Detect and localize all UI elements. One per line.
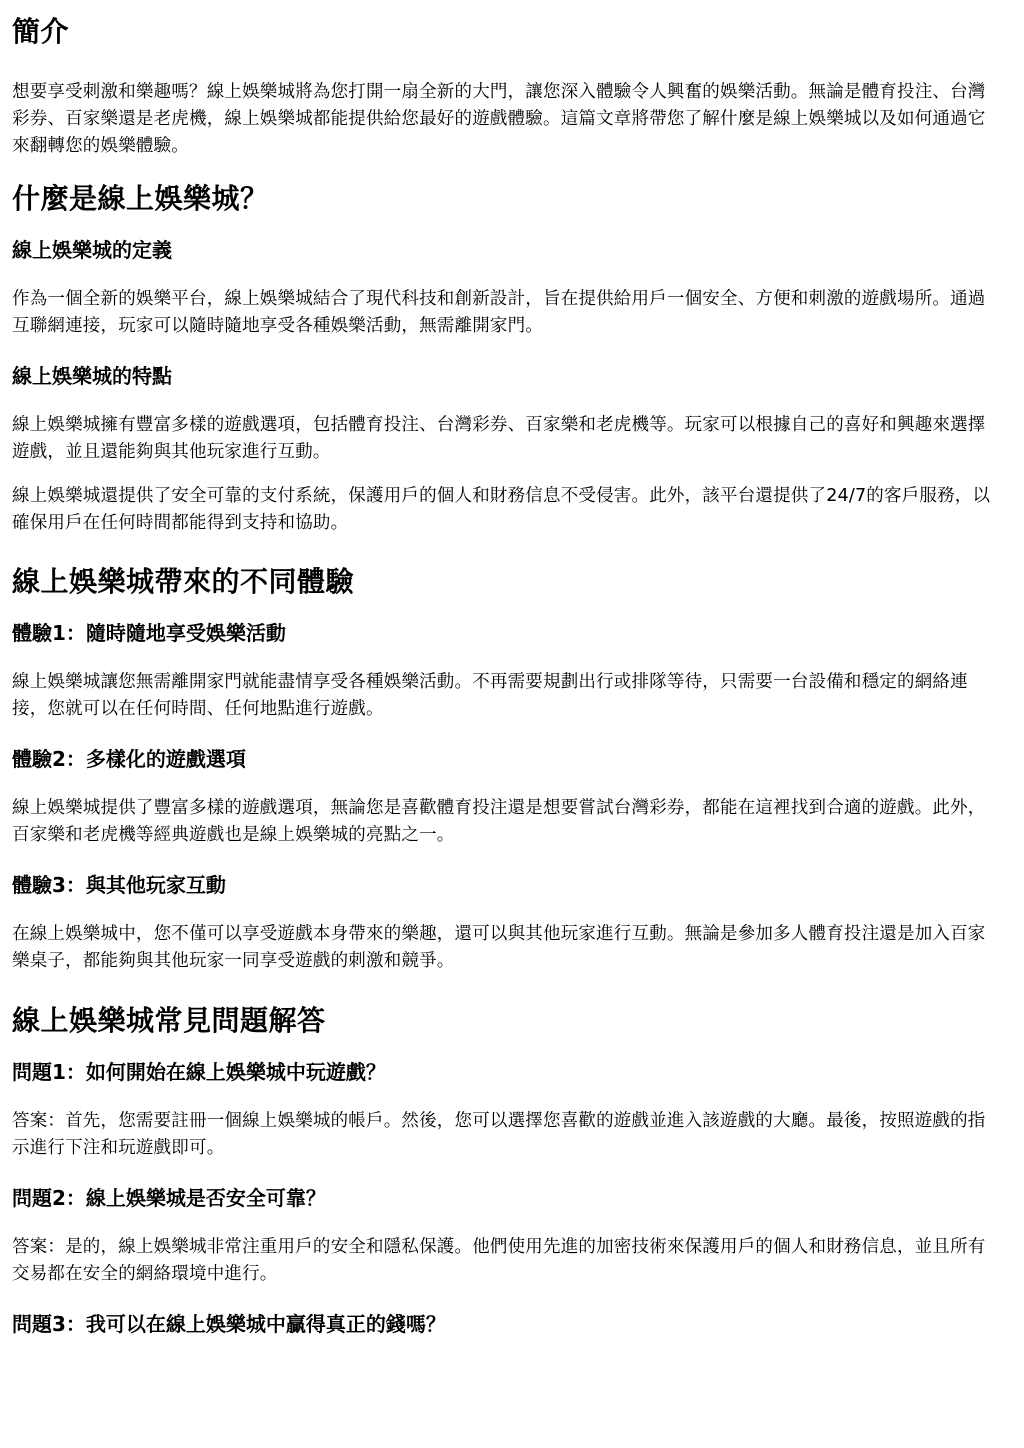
faq-answer-1: 答案：首先，您需要註冊一個線上娛樂城的帳戶。然後，您可以選擇您喜歡的遊戲並進入該遊戲的大廳。最後，按照遊戲的指示進行下注和玩遊戲即可。 bbox=[12, 1111, 986, 1158]
intro-paragraph: 想要享受刺激和樂趣嗎？線上娛樂城將為您打開一扇全新的大門，讓您深入體驗令人興奮的娛樂活動。無論是體育投注、台灣彩券、百家樂還是老虎機，線上娛樂城都能提供給您最好的遊戲體驗。這篇文章將帶您了解什麼是線上娛樂城以及如何通過它來翻轉您的娛樂體驗。 bbox=[12, 82, 986, 156]
intro-heading: 簡介 bbox=[12, 15, 70, 48]
faq-question-3: 問題3：我可以在線上娛樂城中贏得真正的錢嗎？ bbox=[12, 1312, 446, 1336]
section-faq-heading: 線上娛樂城常見問題解答 bbox=[12, 1004, 326, 1037]
experience-3-heading: 體驗3：與其他玩家互動 bbox=[12, 873, 226, 897]
features-heading: 線上娛樂城的特點 bbox=[12, 364, 172, 388]
faq-question-2: 問題2：線上娛樂城是否安全可靠？ bbox=[12, 1186, 326, 1210]
section-experiences-heading: 線上娛樂城帶來的不同體驗 bbox=[12, 565, 355, 598]
faq-question-1: 問題1：如何開始在線上娛樂城中玩遊戲？ bbox=[12, 1060, 386, 1084]
experience-3-paragraph: 在線上娛樂城中，您不僅可以享受遊戲本身帶來的樂趣，還可以與其他玩家進行互動。無論是參加多人體育投注還是加入百家樂桌子，都能夠與其他玩家一同享受遊戲的刺激和競爭。 bbox=[12, 924, 986, 971]
features-paragraph-1: 線上娛樂城擁有豐富多樣的遊戲選項，包括體育投注、台灣彩券、百家樂和老虎機等。玩家可以根據自己的喜好和興趣來選擇遊戲，並且還能夠與其他玩家進行互動。 bbox=[12, 415, 986, 462]
experience-2-paragraph: 線上娛樂城提供了豐富多樣的遊戲選項，無論您是喜歡體育投注還是想要嘗試台灣彩券，都能在這裡找到合適的遊戲。此外，百家樂和老虎機等經典遊戲也是線上娛樂城的亮點之一。 bbox=[12, 798, 986, 845]
faq-answer-2: 答案：是的，線上娛樂城非常注重用戶的安全和隱私保護。他們使用先進的加密技術來保護用戶的個人和財務信息，並且所有交易都在安全的網絡環境中進行。 bbox=[12, 1237, 986, 1284]
section-what-is-heading: 什麼是線上娛樂城？ bbox=[12, 182, 269, 215]
features-paragraph-2: 線上娛樂城還提供了安全可靠的支付系統，保護用戶的個人和財務信息不受侵害。此外，該平台還提供了24/7的客戶服務，以確保用戶在任何時間都能得到支持和協助。 bbox=[12, 486, 991, 533]
definition-paragraph: 作為一個全新的娛樂平台，線上娛樂城結合了現代科技和創新設計，旨在提供給用戶一個安全、方便和刺激的遊戲場所。通過互聯網連接，玩家可以隨時隨地享受各種娛樂活動，無需離開家門。 bbox=[12, 289, 986, 336]
experience-1-paragraph: 線上娛樂城讓您無需離開家門就能盡情享受各種娛樂活動。不再需要規劃出行或排隊等待，只需要一台設備和穩定的網絡連接，您就可以在任何時間、任何地點進行遊戲。 bbox=[12, 672, 968, 719]
experience-1-heading: 體驗1：隨時隨地享受娛樂活動 bbox=[12, 621, 286, 645]
definition-heading: 線上娛樂城的定義 bbox=[12, 238, 172, 262]
experience-2-heading: 體驗2：多樣化的遊戲選項 bbox=[12, 747, 246, 771]
